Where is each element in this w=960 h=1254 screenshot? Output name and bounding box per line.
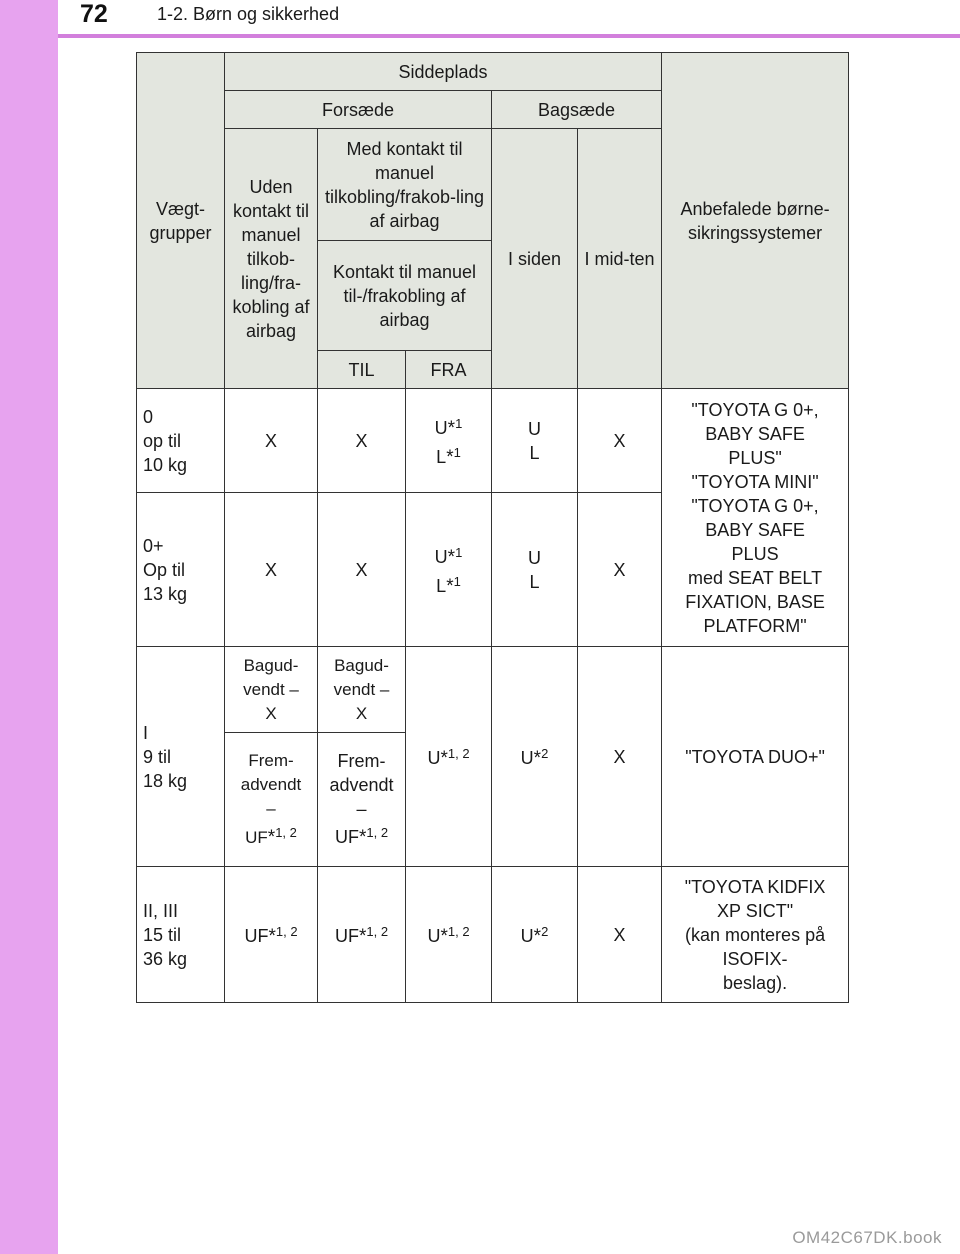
footnote-ref: 1, 2 [366, 825, 389, 840]
footnote-ref: 1, 2 [447, 746, 470, 761]
category-code: U [427, 748, 441, 768]
child-seat-table [136, 52, 849, 1003]
no-switch-cell [225, 867, 318, 1003]
switch-on-cell: X [318, 493, 406, 647]
footnote-star: * [267, 827, 276, 848]
section-title: 1-2. Børn og sikkerhed [157, 4, 340, 24]
footnote-star: * [446, 575, 454, 597]
footnote-star: * [440, 748, 448, 769]
recommended-line: FIXATION, BASE [685, 591, 825, 612]
side-cell [492, 389, 578, 493]
page-sidebar-tab [0, 0, 58, 1254]
header-off: FRA [406, 351, 492, 389]
category-code: L [436, 575, 447, 596]
recommended-line: PLUS [731, 543, 779, 564]
weight-group-line: 0 [143, 406, 154, 427]
category-code: UF [244, 926, 269, 946]
recommended-cell [662, 389, 849, 647]
weight-group-line: II, III [143, 900, 179, 921]
category-code: UF [334, 926, 359, 946]
weight-group-cell [137, 647, 225, 867]
cell-line: advendt [329, 775, 394, 795]
footnote-star: * [447, 417, 456, 439]
category-code: UF [245, 828, 268, 847]
weight-group-line: I [143, 722, 149, 743]
header-on: TIL [318, 351, 406, 389]
category-code: UF [334, 827, 359, 847]
category-code: U [427, 926, 441, 946]
weight-group-line: 0+ [143, 535, 164, 556]
category-code: U [434, 546, 448, 567]
recommended-line: med SEAT BELT [688, 567, 823, 588]
rear-facing-switch-on-cell [318, 647, 406, 733]
weight-group-line: Op til [143, 559, 186, 580]
rear-facing-no-switch-cell [225, 647, 318, 733]
cell-line: X [265, 703, 277, 723]
header-switch-label: Kontakt til manuel til-/frakobling af airbag [318, 241, 492, 351]
cell-line: Frem- [248, 751, 294, 770]
side-cell [492, 493, 578, 647]
forward-facing-switch-on-cell [318, 733, 406, 867]
middle-cell: X [578, 867, 662, 1003]
header-seat-position: Siddeplads [225, 53, 662, 91]
page-footer: OM42C67DK.book [792, 1228, 942, 1247]
cell-line: – [356, 799, 367, 819]
recommended-line: PLATFORM" [703, 615, 807, 636]
switch-off-cell [406, 647, 492, 867]
footnote-star: * [358, 926, 367, 947]
forward-facing-no-switch-cell [225, 733, 318, 867]
header-with-switch: Med kontakt til manuel tilkobling/frakob-ling af airbag [318, 129, 492, 241]
cell-line: Bagud- [243, 655, 299, 675]
footnote-star: * [447, 546, 456, 568]
footnote-ref: 1 [455, 544, 463, 560]
cell-line: advendt [240, 775, 302, 794]
footnote-ref: 1, 2 [447, 924, 470, 939]
footnote-star: * [533, 748, 542, 769]
header-weight-groups: Vægt-grupper [137, 53, 225, 389]
footnote-star: * [268, 926, 276, 947]
no-switch-cell: X [225, 493, 318, 647]
side-cell [492, 867, 578, 1003]
cell-line: vendt – [333, 679, 390, 699]
weight-group-line: 13 kg [143, 583, 188, 604]
footnote-ref: 1, 2 [275, 924, 298, 939]
footnote-ref: 1 [455, 415, 463, 431]
header-middle: I mid-ten [578, 129, 662, 389]
category-code: U [520, 926, 534, 946]
page-number: 72 [80, 0, 108, 28]
recommended-line: "TOYOTA G 0+, [691, 495, 819, 516]
middle-cell: X [578, 389, 662, 493]
recommended-cell [662, 867, 849, 1003]
switch-off-cell [406, 389, 492, 493]
header-front-seat: Forsæde [225, 91, 492, 129]
header-rule [58, 34, 960, 38]
switch-off-cell [406, 867, 492, 1003]
weight-group-line: 36 kg [143, 948, 188, 969]
footnote-star: * [358, 827, 367, 848]
middle-cell: X [578, 647, 662, 867]
cell-line: vendt – [243, 679, 299, 699]
weight-group-cell [137, 389, 225, 493]
weight-group-line: 10 kg [143, 454, 188, 475]
cell-line: – [266, 799, 276, 818]
recommended-line: BABY SAFE [705, 519, 805, 540]
category-code: U [528, 418, 541, 439]
header-rear-seat: Bagsæde [492, 91, 662, 129]
side-cell [492, 647, 578, 867]
header-side: I siden [492, 129, 578, 389]
category-code: L [436, 446, 447, 467]
footnote-ref: 1 [453, 573, 461, 589]
recommended-line: "TOYOTA MINI" [691, 471, 819, 492]
header-recommended: Anbefalede børne-sikringssystemer [662, 53, 849, 389]
footnote-ref: 1, 2 [366, 924, 389, 939]
weight-group-line: 18 kg [143, 770, 188, 791]
recommended-line: PLUS" [728, 447, 782, 468]
category-code: U [434, 417, 448, 438]
switch-on-cell [318, 867, 406, 1003]
footnote-ref: 2 [541, 746, 549, 761]
footnote-star: * [533, 926, 542, 947]
no-switch-cell: X [225, 389, 318, 493]
recommended-line: "TOYOTA KIDFIX [684, 876, 826, 897]
recommended-line: beslag). [723, 972, 788, 993]
recommended-line: "TOYOTA G 0+, [691, 399, 819, 420]
footnote-ref: 1 [453, 444, 461, 460]
recommended-line: (kan monteres på [685, 924, 826, 945]
weight-group-line: op til [143, 430, 182, 451]
recommended-cell: "TOYOTA DUO+" [662, 647, 849, 867]
footnote-ref: 1, 2 [275, 825, 297, 840]
recommended-line: ISOFIX- [722, 948, 788, 969]
footnote-star: * [440, 926, 448, 947]
cell-line: Frem- [337, 751, 386, 771]
weight-group-cell [137, 493, 225, 647]
weight-group-line: 9 til [143, 746, 172, 767]
middle-cell: X [578, 493, 662, 647]
category-code: L [529, 571, 540, 592]
weight-group-line: 15 til [143, 924, 182, 945]
recommended-line: BABY SAFE [705, 423, 805, 444]
cell-line: X [355, 703, 368, 723]
footnote-star: * [446, 446, 454, 468]
category-code: U [528, 547, 541, 568]
switch-off-cell [406, 493, 492, 647]
category-code: U [520, 748, 534, 768]
header-no-switch: Uden kontakt til manuel tilkob-ling/fra-kobling af airbag [225, 129, 318, 389]
category-code: L [529, 442, 540, 463]
footnote-ref: 2 [541, 924, 549, 939]
cell-line: Bagud- [334, 655, 389, 675]
recommended-line: XP SICT" [717, 900, 794, 921]
weight-group-cell [137, 867, 225, 1003]
switch-on-cell: X [318, 389, 406, 493]
